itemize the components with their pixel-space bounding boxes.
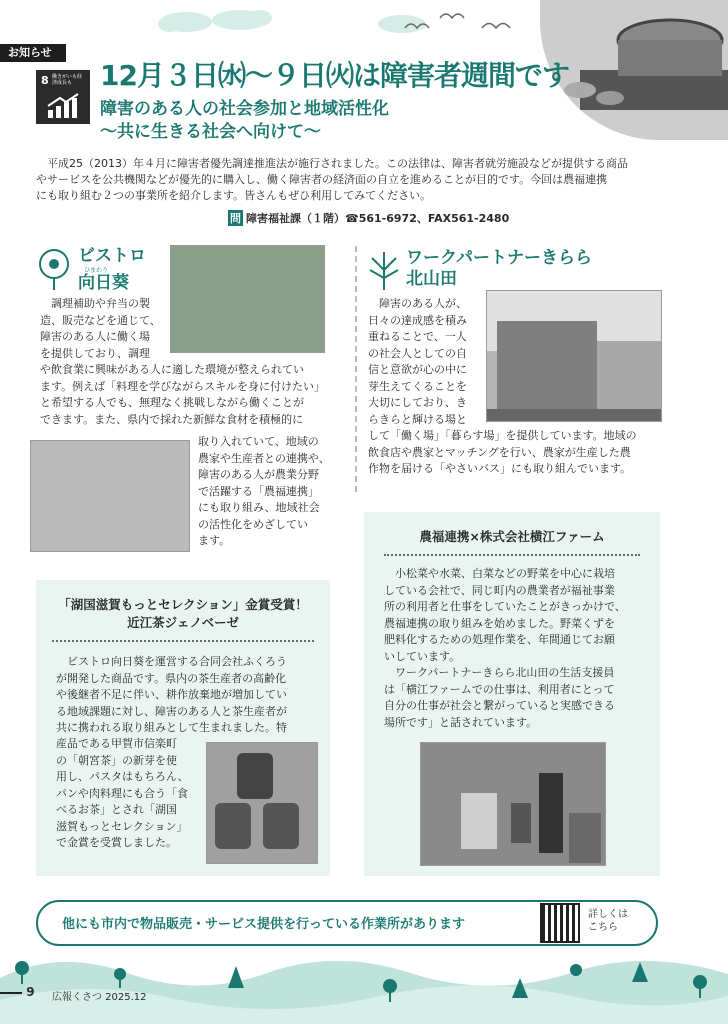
tea-field-photo	[170, 245, 325, 353]
page-title: 12月３日㈬〜９日㈫は障害者週間です	[100, 59, 569, 92]
more-info-text: 他にも市内で物品販売・サービス提供を行っている作業所があります	[62, 917, 466, 932]
sunflower-tree-icon	[38, 248, 70, 292]
bistro-text-top: 調理補助や弁当の製 造、販売などを通じて、 障害のある人に働く場 を提供しており、調理	[40, 297, 161, 360]
bistro-text-full: や飲食業に興味がある人に適した環境が整えられてい ます。例えば「料理を学びながらスキルを身に付けたい」 と希望する人でも、無理なく挑戦しながら働くことが できます。また、県内で採れた新鮮な食材を積極的に	[40, 363, 326, 426]
page-subtitle: 障害のある人の社会参加と地域活性化 〜共に生きる社会へ向けて〜	[100, 99, 389, 142]
bistro-ruby: ひまわり	[84, 267, 109, 274]
award-text-left: 産品である甲賀市信楽町 の「朝宮茶」の新芽を使 用し、パスタはもちろん、 パンや肉料理にも合う「食 べるお茶」とされ「湖国 滋賀もっとセレクション」 で金賞を受賞しました。	[56, 737, 189, 849]
kirara-text-full: して「働く場」「暮らす場」を提供しています。地域の 飲食店や農家とマッチングを行い、農家が生産した農 作物を届ける「やさいバス」にも取り組んでいます。	[368, 429, 637, 475]
growth-chart-icon	[46, 92, 80, 120]
page-number: 9	[0, 985, 46, 999]
bistro-name: ビストロ 向日葵	[78, 246, 146, 293]
farm-divider	[384, 554, 640, 556]
kirara-text-left: 障害のある人が、 日々の達成感を積み 重ねることで、一人 の社会人としての自 信と意欲が心の中に 芽生えてくることを 大切にしており、き らきらと輝ける場と	[368, 297, 467, 426]
qr-code-icon[interactable]	[540, 903, 580, 943]
sdg-number: 8	[41, 74, 49, 87]
intro-text: 平成25（2013）年４月に障害者優先調達推進法が施行されました。この法律は、障害者就労施設などが提供する商品 やサービスを公共機関などが優先的に購入し、働く障害者の経済面の自立を進めることが目的です。今回は農福連携 にも取り組む２つの事業所を紹介します。皆さんもぜひ利用してみてください。	[36, 157, 628, 202]
kirara-building-photo	[486, 290, 662, 422]
magazine-name: 広報くさつ 2025.12	[52, 992, 147, 1003]
tea-genovese-jars-photo	[206, 742, 318, 864]
sdg-text: 働きがいも経済成長も	[52, 74, 83, 86]
hills-decoration	[0, 948, 728, 1024]
award-divider	[52, 640, 314, 642]
award-title: 「湖国滋賀もっとセレクション」金賞受賞！ 近江茶ジェノベーゼ	[58, 597, 308, 630]
farm-text: 小松菜や水菜、白菜などの野菜を中心に栽培 している会社で、同じ町内の農業者が福祉事業 所の利用者と仕事をしていたことがきっかけで、 農福連携の取り組みを始めました。野菜くずを 肥料化するための処理作業を、年間通じてお願 いしています。 ワークパートナーきらら北山田の生活支援員 は「横江ファームでの仕事は、利用者にとって 自分の仕事が社会と繋がっていると実感できる 場所です」と話されています。	[384, 567, 626, 729]
sdg-badge	[36, 70, 90, 124]
kirara-name: ワークパートナーきらら 北山田	[406, 248, 592, 289]
cloud-icon	[378, 15, 426, 33]
contact-info	[228, 210, 509, 226]
column-divider	[355, 246, 357, 492]
farm-title: 農福連携×株式会社横江ファーム	[419, 529, 605, 544]
bistro-building-photo	[30, 440, 190, 552]
contact-text: 障害福祉課（１階）☎561-6972、FAX561-2480	[246, 212, 510, 225]
notice-tag: お知らせ	[0, 44, 66, 62]
inquiry-label: 問	[230, 212, 241, 225]
farm-workshop-photo	[420, 742, 606, 866]
details-link[interactable]: 詳しくは こちら	[588, 909, 628, 933]
tree-icon	[366, 250, 402, 292]
bistro-text-right: 取り入れていて、地域の 農家や生産者との連携や、 障害のある人が農業分野 で活躍する「農福連携」 にも取り組み、地域社会 の活性化をめざしてい ます。	[198, 435, 330, 547]
award-text-full: ビストロ向日葵を運営する合同会社ふくろう が開発した商品です。県内の茶生産者の高齢化 や後継者不足に伴い、耕作放棄地が増加してい る地域課題に対し、障害のある人と茶生産者が 共に携われる取り組みとして生まれました。特	[56, 655, 287, 734]
